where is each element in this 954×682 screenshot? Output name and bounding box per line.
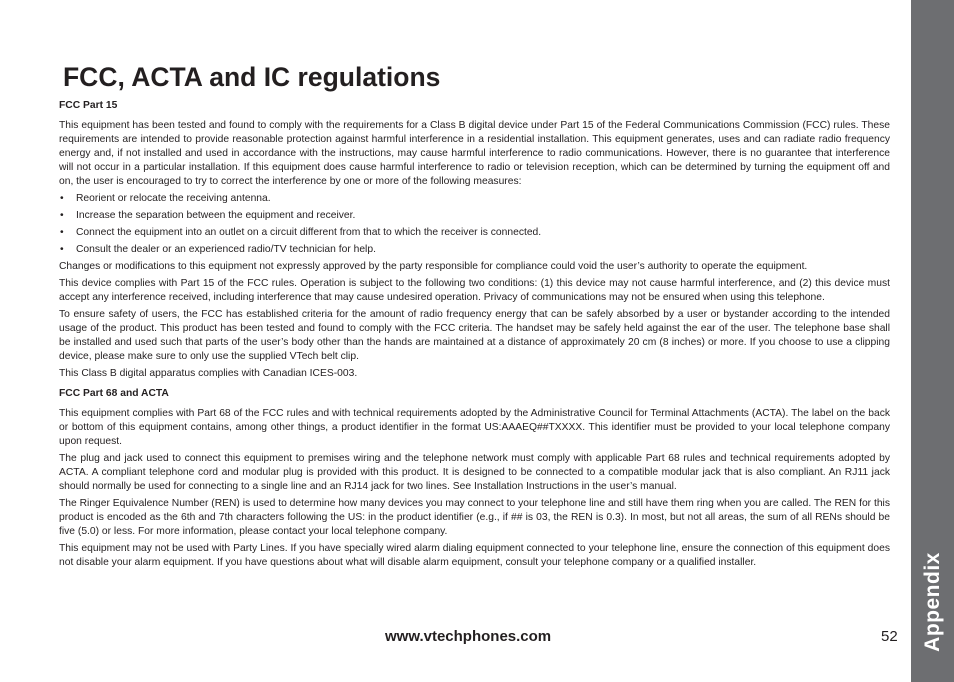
- list-item: [59, 226, 890, 240]
- paragraph: To ensure safety of users, the FCC has established criteria for the amount of radio frequency energy that can be safely absorbed by a user or bystander according to the intended usage of the product. This product has been tested and found to comply with the FCC criteria. The handset may be safely held against the ear of the user. The telephone base shall be installed and used such that parts of the user’s body other than the hands are maintained at a distance of approximately 20 cm (8 inches) or more. If you choose to use a clipping device, please make sure to only use the supplied VTech belt clip.: [59, 309, 890, 362]
- list-item: [59, 209, 890, 223]
- section-heading-fcc-part-68-acta: FCC Part 68 and ACTA: [59, 388, 169, 399]
- list-item-text: Connect the equipment into an outlet on a circuit different from that to which the receiver is connected.: [76, 227, 542, 238]
- paragraph: This device complies with Part 15 of the FCC rules. Operation is subject to the following two conditions: (1) this device may not cause harmful interference, and (2) this device must accept any interference received, including interference that may cause undesired operation. Privacy of communications may not be ensured when using this telephone.: [59, 278, 890, 303]
- paragraph: The plug and jack used to connect this equipment to premises wiring and the telephone network must comply with applicable Part 68 rules and technical requirements adopted by ACTA. A compliant telephone cord and modular plug is provided with this product. It is designed to be connected to a compatible modular jack that is also compliant. An RJ11 jack should normally be used for connecting to a single line and an RJ14 jack for two lines. See Installation Instructions in the user’s manual.: [59, 453, 890, 492]
- paragraph: The Ringer Equivalence Number (REN) is used to determine how many devices you may connect to your telephone line and still have them ring when you are called. The REN for this product is encoded as the 6th and 7th characters following the US: in the product identifier (e.g., if ## is 03, the REN is 0.3). In most, but not all areas, the sum of all RENs should be five (5.0) or less. For more information, please contact your local telephone company.: [59, 498, 890, 537]
- document-body: [59, 99, 890, 573]
- section-heading-fcc-part-15: FCC Part 15: [59, 100, 118, 111]
- paragraph: This equipment may not be used with Party Lines. If you have specially wired alarm dialing equipment connected to your telephone line, ensure the connection of this equipment does not disable your alarm equipment. If you have questions about what will disable alarm equipment, consult your telephone company or a qualified installer.: [59, 543, 890, 568]
- list-item: [59, 243, 890, 257]
- bullet-icon: •: [60, 244, 64, 255]
- list-item-text: Consult the dealer or an experienced radio/TV technician for help.: [76, 244, 376, 255]
- list-item: [59, 192, 890, 206]
- list-item-text: Reorient or relocate the receiving antenna.: [76, 193, 271, 204]
- paragraph: This equipment has been tested and found to comply with the requirements for a Class B digital device under Part 15 of the Federal Communications Commission (FCC) rules. These requirements are intended to provide reasonable protection against harmful interference in a residential installation. This equipment generates, uses and can radiate radio frequency energy and, if not installed and used in accordance with the instructions, may cause harmful interference to radio communications. However, there is no guarantee that interference will not occur in a particular installation. If this equipment does cause harmful interference to radio or television reception, which can be determined by turning the equipment off and on, the user is encouraged to try to correct the interference by one or more of the following measures:: [59, 120, 890, 187]
- page-number: 52: [881, 628, 898, 645]
- bullet-icon: •: [60, 193, 64, 204]
- measures-list: [59, 192, 890, 257]
- list-item-text: Increase the separation between the equipment and receiver.: [76, 210, 356, 221]
- page-title: FCC, ACTA and IC regulations: [63, 62, 441, 92]
- paragraph: Changes or modifications to this equipment not expressly approved by the party responsible for compliance could void the user’s authority to operate the equipment.: [59, 261, 808, 272]
- bullet-icon: •: [60, 227, 64, 238]
- footer-website-link[interactable]: www.vtechphones.com: [385, 628, 552, 645]
- appendix-side-tab: [911, 0, 954, 682]
- appendix-tab-label: Appendix: [920, 552, 944, 652]
- bullet-icon: •: [60, 210, 64, 221]
- paragraph: This Class B digital apparatus complies with Canadian ICES-003.: [59, 368, 358, 379]
- paragraph: This equipment complies with Part 68 of the FCC rules and with technical requirements adopted by the Administrative Council for Terminal Attachments (ACTA). The label on the back or bottom of this equipment contains, among other things, a product identifier in the format US:AAAEQ##TXXXX. This identifier must be provided to your local telephone company upon request.: [59, 408, 890, 447]
